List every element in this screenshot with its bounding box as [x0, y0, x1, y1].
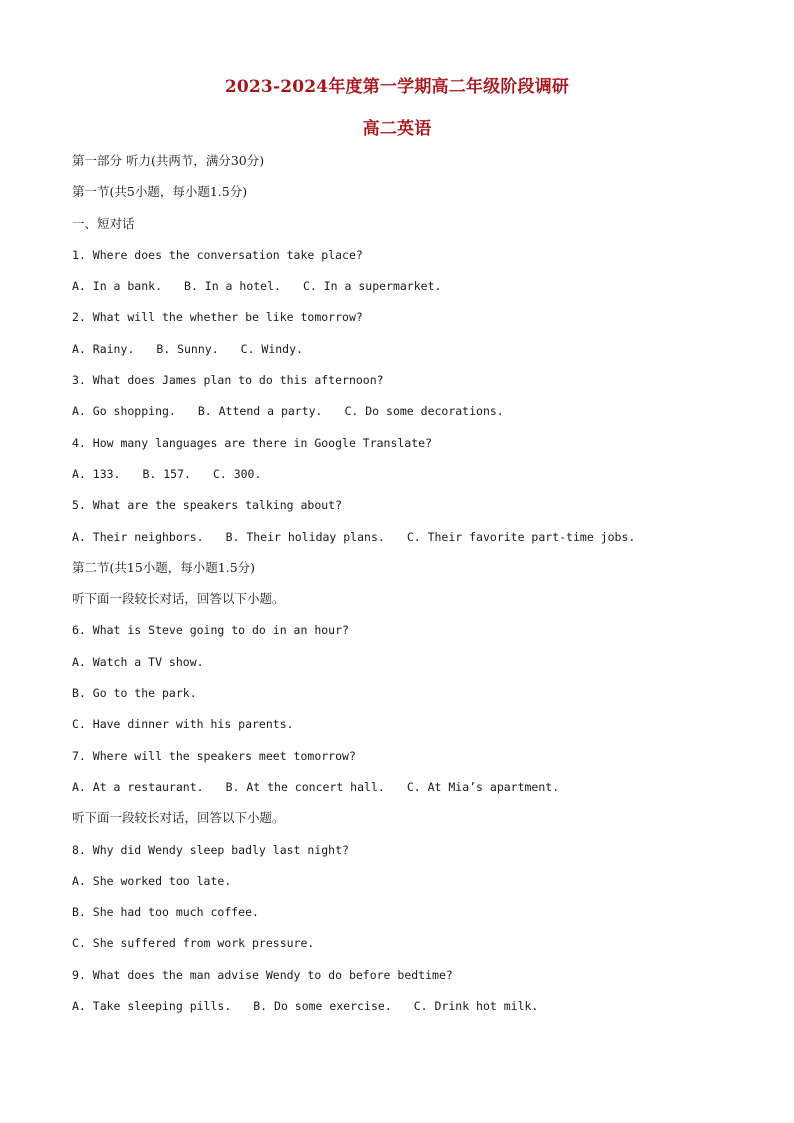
- section-heading: 第二节(共15小题，每小题1.5分): [72, 559, 256, 575]
- question-line: C. Have dinner with his parents.: [72, 717, 294, 732]
- question-line: A. Watch a TV show.: [72, 654, 204, 669]
- option-item: C. Drink hot milk.: [413, 999, 539, 1014]
- option-item: C. Do some decorations.: [344, 404, 504, 419]
- option-item: B. At the concert hall.: [225, 779, 385, 794]
- exam-subtitle: 高二英语: [362, 119, 432, 139]
- options-line: [72, 776, 762, 807]
- option-item: C. At Mia’s apartment.: [406, 779, 560, 794]
- options-line: [72, 275, 762, 306]
- section-heading: 听下面一段较长对话，回答以下小题。: [72, 591, 285, 607]
- option-item: C. In a supermarket.: [302, 279, 442, 294]
- section-heading: 第一节(共5小题，每小题1.5分): [72, 184, 248, 200]
- exam-title: 2023-2024年度第一学期高二年级阶段调研: [224, 77, 570, 97]
- option-item: B. Sunny.: [156, 341, 219, 356]
- section-heading: 第一部分 听力(共两节，满分30分): [72, 153, 265, 168]
- section-heading: 一、短对话: [72, 215, 135, 231]
- question-line: 4. How many languages are there in Google Translate?: [72, 435, 433, 450]
- option-item: B. Attend a party.: [197, 404, 323, 419]
- question-line: 5. What are the speakers talking about?: [72, 498, 343, 513]
- question-line: 1. Where does the conversation take place?: [72, 247, 363, 262]
- options-line: [72, 463, 762, 494]
- option-item: B. Their holiday plans.: [225, 529, 385, 544]
- question-line: C. She suffered from work pressure.: [72, 936, 315, 951]
- question-line: B. She had too much coffee.: [72, 905, 259, 920]
- options-line: [72, 526, 762, 557]
- question-line: 7. Where will the speakers meet tomorrow?: [72, 748, 356, 763]
- options-line: [72, 995, 762, 1026]
- option-item: C. 300.: [212, 466, 262, 481]
- option-item: B. Do some exercise.: [253, 999, 392, 1014]
- options-line: [72, 400, 762, 431]
- section-heading: 听下面一段较长对话，回答以下小题。: [72, 810, 285, 826]
- option-item: B. 157.: [142, 466, 191, 481]
- options-line: [72, 338, 762, 369]
- question-line: 9. What does the man advise Wendy to do before bedtime?: [72, 967, 453, 982]
- question-line: 3. What does James plan to do this afternoon?: [72, 373, 384, 388]
- option-item: A. At a restaurant.: [72, 779, 204, 794]
- option-item: C. Windy.: [240, 341, 303, 356]
- question-line: 6. What is Steve going to do in an hour?: [72, 623, 349, 638]
- option-item: A. Go shopping.: [72, 404, 176, 419]
- exam-content: [72, 150, 762, 1026]
- question-line: 2. What will the whether be like tomorrow?: [72, 310, 363, 325]
- question-line: 8. Why did Wendy sleep badly last night?: [72, 842, 349, 857]
- option-item: C. Their favorite part-time jobs.: [406, 529, 636, 544]
- option-item: A. Their neighbors.: [72, 529, 204, 544]
- option-item: A. 133.: [72, 466, 121, 481]
- question-line: B. Go to the park.: [72, 686, 197, 701]
- option-item: A. Rainy.: [72, 341, 135, 356]
- question-line: A. She worked too late.: [72, 873, 232, 888]
- option-item: B. In a hotel.: [184, 279, 281, 294]
- option-item: A. Take sleeping pills.: [72, 999, 232, 1014]
- option-item: A. In a bank.: [72, 279, 163, 294]
